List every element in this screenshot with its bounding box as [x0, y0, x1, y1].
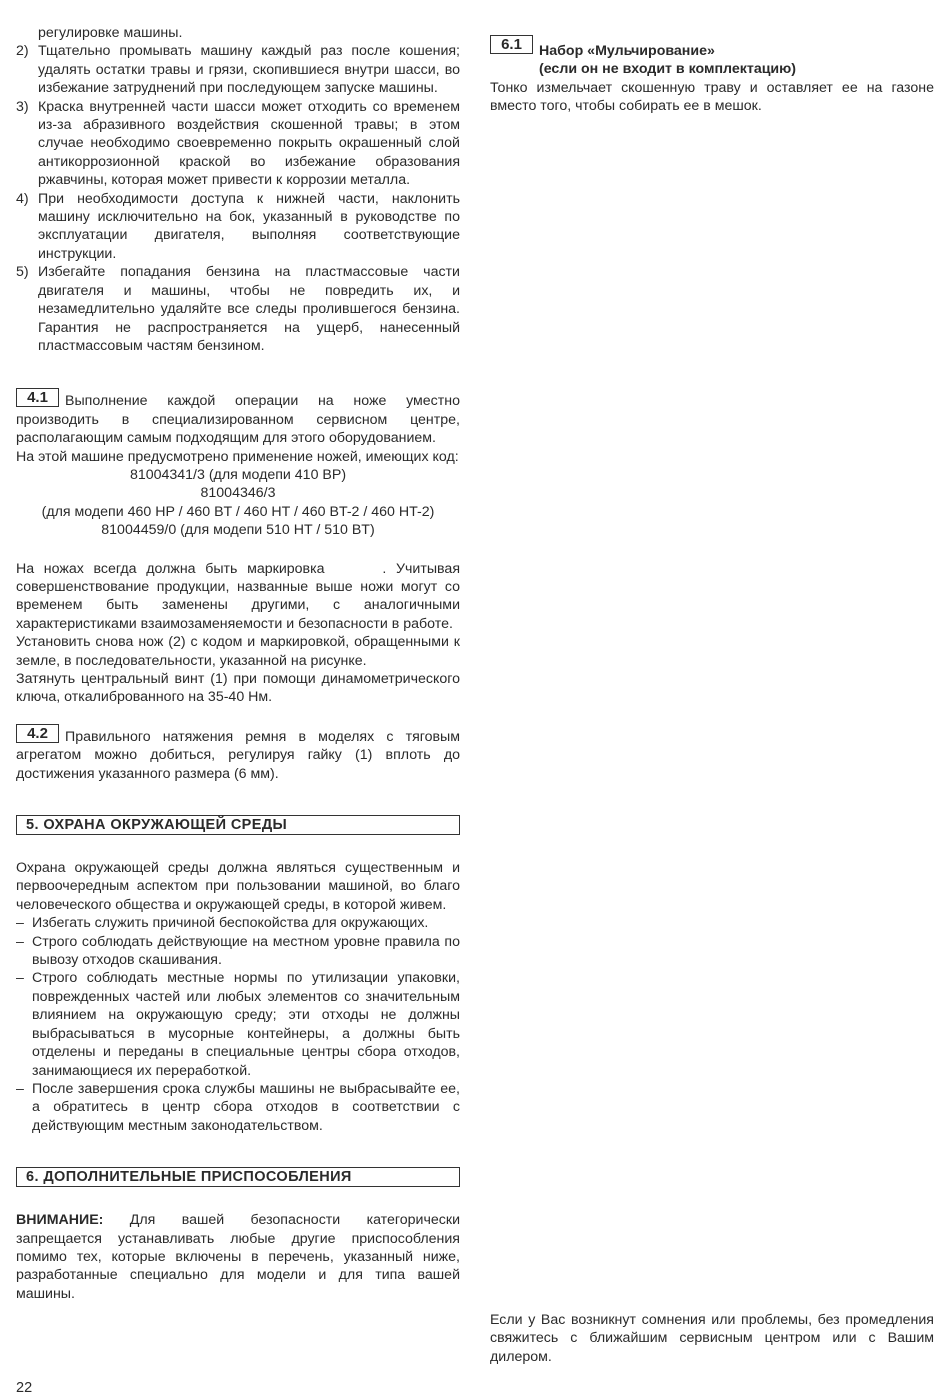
s41-paragraph-1: Выполнение каждой операции на ноже уместно производить в специализированном сервисном центре, располагающим самым подходящим для этого оборудованием. [16, 393, 460, 447]
item-text: После завершения срока службы машины не выбрасывайте ее, а обратитесь в центр сбора отходов в соответствии с действующим местным законодательством. [32, 1080, 460, 1134]
section-title [539, 38, 796, 79]
item-number: 2) [16, 43, 29, 60]
s41-paragraph-5: Затянуть центральный винт (1) при помощи динамометрического ключа, откалиброванного на 35-40 Нм. [16, 671, 460, 706]
blade-code: 81004459/0 (для модепи 510 HT / 510 BT) [101, 522, 375, 539]
list-item [16, 42, 460, 97]
s41-paragraph-2: На этой машине предусмотрено применение ножей, имеющих код: [16, 448, 459, 465]
list-item: – Строго соблюдать местные нормы по утилизации упаковки, поврежденных частей или любых элементов со значительным влиянием на окружающую среду; эти отходы не должны выбрасываться в мусорные контейнеры, а должны быть отделены и переданы в специальные центры сбора отходов, занимающиеся их переработкой. [16, 970, 460, 1079]
s41-paragraph-4: Установить снова нож (2) с кодом и маркировкой, обращенными к земле, в последовательности, указанной на рисунке. [16, 634, 460, 669]
blade-codes [16, 466, 460, 540]
section-5 [16, 815, 460, 1135]
item-text: Строго соблюдать действующие на местном уровне правила по вывозу отходов скашивания. [32, 933, 460, 969]
closing-note [490, 1311, 934, 1366]
s42-text: Правильного натяжения ремня в моделях с тяговым агрегатом можно добиться, регулируя гайку (1) вплоть до достижения указанного размера (6 мм). [16, 728, 460, 782]
item-text: Строго соблюдать местные нормы по утилизации упаковки, поврежденных частей или любых элементов со значительным влиянием на окружающую среду; эти отходы не должны выбрасываться в мусорные контейнеры, а должны быть отделены и переданы в специальные центры сбора отходов, занимающиеся их переработкой. [32, 970, 460, 1079]
section-badge: 4.1 [16, 388, 59, 407]
list-item [16, 190, 460, 264]
right-column [490, 38, 934, 116]
item-number: 4) [16, 190, 29, 207]
intro-tail: регулировке машины. [38, 25, 183, 41]
environment-list [16, 914, 460, 1135]
list-item [16, 98, 460, 190]
title-line-2: (если он не входит в комплектацию) [539, 61, 796, 78]
item-text: Краска внутренней части шасси может отходить со временем из-за абразивного воздействия скошенной травы; в этом случае необходимо своевременно покрыть окрашенный слой антикоррозионной краской во избежание образования ржавчины, которая может привести к коррозии металла. [38, 98, 460, 189]
item-text: Избегайте попадания бензина на пластмассовые части двигателя и машины, чтобы не повредить их, и незамедлительно удаляйте все следы пролившегося бензина. Гарантия не распространяется на ущерб, нанесенный пластмассовым частям бензином. [38, 264, 460, 354]
section-4-2 [16, 724, 460, 783]
item-number: 5) [16, 264, 29, 281]
closing-text: Если у Вас возникнут сомнения или проблемы, без промедления свяжитесь с ближайшим сервисным центром или с Вашим дилером. [490, 1312, 934, 1365]
blade-code: 81004346/3 [200, 485, 276, 502]
item-text: При необходимости доступа к нижней части, наклонить машину исключительно на бок, указанный в руководстве по эксплуатации двигателя, выполняя соответствующие инструкции. [38, 190, 460, 262]
warning-text: Для вашей безопасности категорически запрещается устанавливать любые другие приспособления помимо тех, которые включены в перечень, указанный ниже, разработанные специально для модели и для типа вашей машины. [16, 1212, 460, 1302]
page-number: 22 [16, 1380, 33, 1396]
blade-code: 81004341/3 (для модепи 410 BP) [129, 466, 347, 483]
section-6-1-header [490, 38, 934, 79]
title-line-1: Набор «Мульчирование» [539, 43, 715, 59]
s61-text: Тонко измельчает скошенную траву и оставляет ее на газоне вместо того, чтобы собирать ее в мешок. [490, 79, 934, 115]
list-item: – Избегать служить причиной беспокойства для окружающих. [16, 915, 429, 932]
section-heading: 6. ДОПОЛНИТЕЛЬНЫЕ ПРИСПОСОБЛЕНИЯ [16, 1167, 460, 1187]
left-column [16, 24, 464, 1303]
blade-code: (для модепи 460 HP / 460 BT / 460 HT / 460 BT-2 / 460 HT-2) [41, 503, 435, 520]
s41-paragraph-3: На ножах всегда должна быть маркировка . Учитывая совершенствование продукции, названные выше ножи могут со временем быть заменены другими, с аналогичными характеристиками взаимозаменяемости и безопасности в работе. [16, 560, 464, 632]
item-text: Тщательно промывать машину каждый раз после кошения; удалять остатки травы и грязи, скопившиеся внутри шасси, во избежание затруднений при последующем запуске машины. [38, 43, 460, 97]
section-6 [16, 1167, 460, 1303]
list-item: – После завершения срока службы машины не выбрасывайте ее, а обратитесь в центр сбора отходов в соответствии с действующим местным законодательством. [16, 1080, 460, 1134]
s5-intro: Охрана окружающей среды должна являться существенным и первоочередным аспектом при пользовании машиной, во благо человеческого общества и окружающей среды, в которой живем. [16, 860, 460, 913]
section-badge: 6.1 [490, 35, 533, 54]
list-item: – Строго соблюдать действующие на местном уровне правила по вывозу отходов скашивания. [16, 933, 460, 969]
warning-label: ВНИМАНИЕ: [16, 1212, 104, 1229]
section-heading: 5. ОХРАНА ОКРУЖАЮЩЕЙ СРЕДЫ [16, 815, 460, 835]
item-number: 3) [16, 98, 29, 115]
maintenance-list [16, 42, 460, 355]
section-4-1 [16, 389, 464, 707]
list-item [16, 263, 460, 355]
item-text: Избегать служить причиной беспокойства для окружающих. [32, 915, 429, 932]
section-badge: 4.2 [16, 724, 59, 743]
